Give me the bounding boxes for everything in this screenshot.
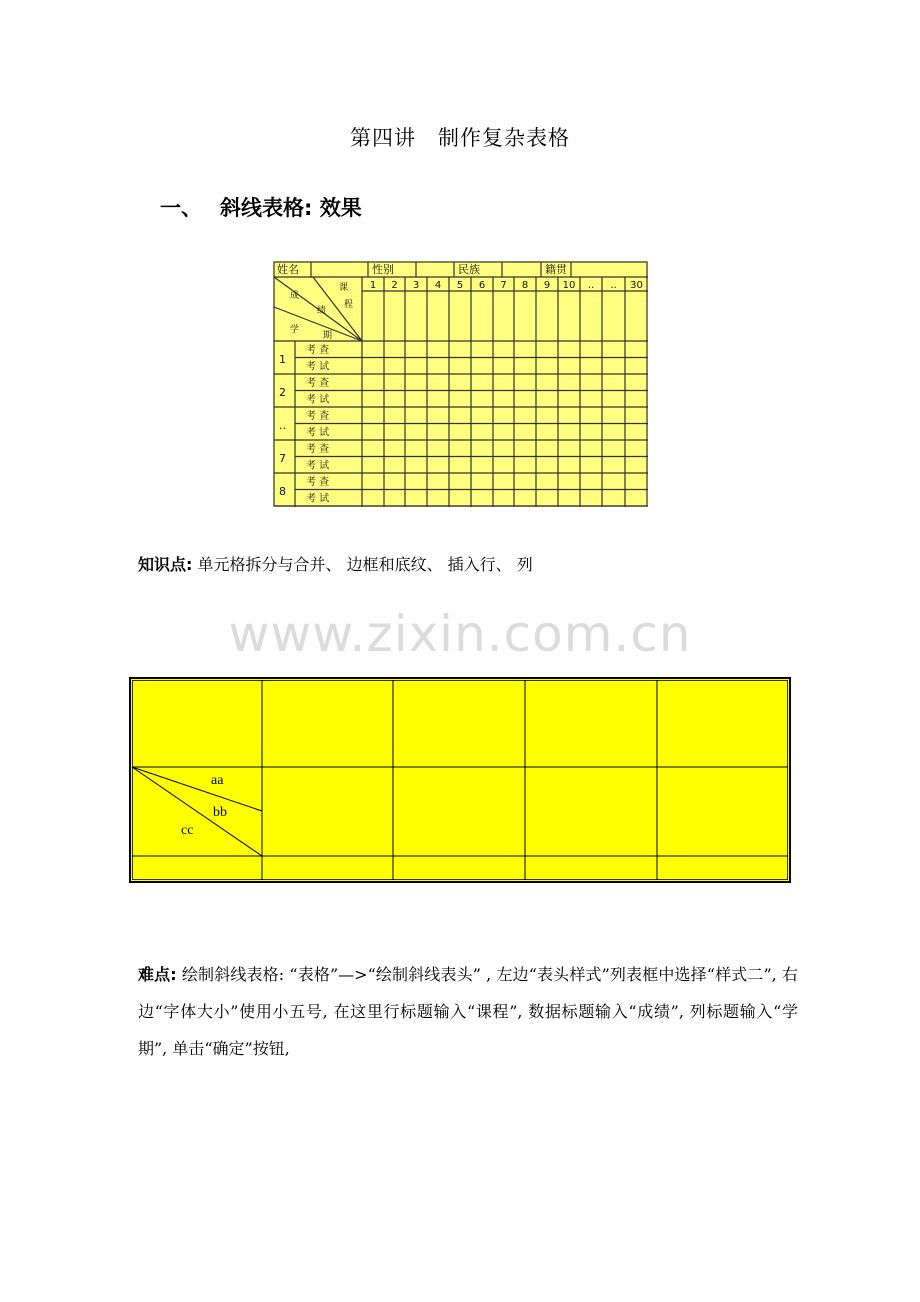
sample-row-type: 考 查	[306, 411, 330, 422]
sample-col-number: 8	[521, 280, 529, 291]
title-topic: 制作复杂表格	[438, 126, 570, 150]
sample-row-type: 考 查	[306, 345, 330, 356]
sample-row0-label: 民族	[458, 263, 480, 276]
demo-table	[129, 677, 791, 883]
sample-row-type: 考 试	[306, 460, 330, 472]
sample-col-number: ..	[587, 280, 595, 291]
difficulty-paragraph	[138, 956, 798, 1067]
sample-col-number: 9	[543, 280, 551, 291]
title-lecture: 第四讲	[350, 126, 416, 150]
sample-term-number: 7	[279, 452, 286, 465]
sample-diag-label: 期	[323, 331, 333, 341]
knowledge-points	[138, 552, 533, 575]
sample-row-type: 考 查	[306, 477, 330, 488]
sample-col-number: 5	[456, 280, 464, 291]
sample-term-number: 1	[279, 353, 286, 366]
sample-col-number: 10	[562, 280, 576, 291]
sample-row-type: 考 查	[306, 444, 330, 455]
sample-row0-label: 籍贯	[545, 263, 567, 276]
sample-row-type: 考 查	[306, 378, 330, 389]
sample-col-number: 3	[412, 280, 420, 291]
sample-term-number: ..	[279, 419, 286, 432]
sample-row-type: 考 试	[306, 427, 330, 439]
sample-table-svg	[273, 261, 648, 507]
difficulty-text: 绘制斜线表格: “表格”—>“绘制斜线表头” , 左边“表头样式”列表框中选择“样式二”, 右边“字体大小”使用小五号, 在这里行标题输入“课程”, 数据标题输入“成绩”, 列标题输入“学期”, 单击“确定”按钮,	[138, 965, 798, 1058]
sample-col-number: 6	[478, 280, 486, 291]
demo-table-svg	[129, 677, 791, 883]
section-heading	[160, 192, 362, 222]
sample-col-number: 4	[434, 280, 442, 291]
section-title: 斜线表格: 效果	[220, 196, 362, 220]
sample-row-type: 考 试	[306, 361, 330, 373]
watermark: www.zixin.com.cn	[228, 605, 692, 663]
sample-diag-label: 课	[339, 283, 349, 293]
section-number: 一、	[160, 196, 202, 220]
sample-col-number: 30	[630, 280, 643, 291]
sample-col-number: ..	[610, 280, 617, 291]
knowledge-label: 知识点:	[138, 555, 193, 574]
sample-diag-label: 学	[290, 325, 300, 335]
page-title	[0, 122, 920, 152]
sample-term-number: 8	[279, 485, 286, 498]
sample-diag-label: 程	[344, 300, 354, 310]
sample-term-number: 2	[279, 386, 286, 399]
knowledge-text: 单元格拆分与合并、 边框和底纹、 插入行、 列	[197, 555, 533, 574]
sample-row0-label: 姓名	[277, 263, 299, 276]
sample-diag-label: 绩	[317, 306, 327, 316]
sample-table-image	[273, 261, 648, 507]
demo-diag-label-cc: cc	[181, 823, 194, 838]
sample-row-type: 考 试	[306, 493, 330, 505]
sample-diag-label: 成	[290, 291, 300, 301]
demo-outer-border	[130, 678, 790, 882]
demo-diag-label-aa: aa	[211, 773, 224, 788]
sample-row0-label: 性别	[372, 263, 394, 276]
difficulty-label: 难点:	[138, 965, 177, 984]
sample-col-number: 2	[391, 280, 398, 291]
sample-col-number: 7	[500, 280, 507, 291]
sample-col-number: 1	[369, 280, 377, 291]
demo-diag-label-bb: bb	[213, 805, 227, 820]
sample-row-type: 考 试	[306, 394, 330, 406]
